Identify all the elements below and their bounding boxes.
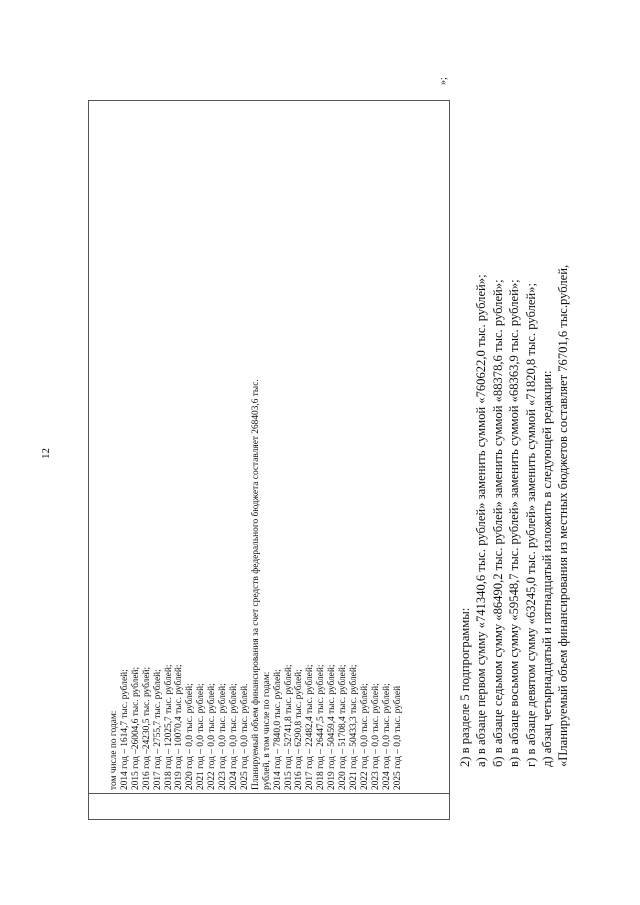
table-line: 2016 год –24230,5 тыс. рублей;: [141, 666, 152, 790]
amendment-line: в) в абзаце восьмом сумму «59548,7 тыс. рублей» заменить суммой «68363,9 тыс. рублей»;: [507, 279, 522, 767]
amendment-line: д) абзац четырнадцатый и пятнадцатый изложить в следующей редакции:: [540, 370, 555, 767]
table-line: 2022 год – 0,0 тыс. рублей;: [359, 683, 370, 790]
table-line: 2017 год – 2755,7 тыс. рублей;: [152, 669, 163, 790]
table-line: 2023 год – 0,0 тыс. рублей;: [370, 683, 381, 790]
table-line: 2021 год – 0,0 тыс. рублей;: [196, 683, 207, 790]
table-column-divider: [89, 793, 449, 794]
amendment-line: «Планируемый объем финансирования из местных бюджетов составляет 76701,6 тыс.рублей,: [556, 264, 571, 767]
table-line: 2020 год – 0,0 тыс. рублей;: [185, 683, 196, 790]
table-line: 2020 год – 51708,4 тыс. рублей;: [338, 664, 349, 790]
table-line: том числе по годам:: [109, 710, 119, 790]
amendments-text: [457, 67, 572, 767]
amendment-line: а) в абзаце первом сумму «741340,6 тыс. рублей» заменить суммой «760622,0 тыс. рублей»;: [474, 274, 489, 767]
table-line: 2019 год – 10070,4 тыс. рублей;: [174, 664, 185, 790]
table-line: 2017 год – 22482,4 тыс. рублей;: [305, 664, 316, 790]
funding-table: [88, 100, 450, 820]
table-line: 2018 год – 26447,5 тыс. рублей;: [316, 664, 327, 790]
amendment-line: 2) в разделе 5 подпрограммы:: [458, 607, 472, 767]
table-line: 2015 год –26004,6 тыс. рублей;: [130, 666, 141, 790]
table-line: 2022 год – 0,0 тыс. рублей;: [207, 683, 218, 790]
table-line: рублей, в том числе по годам:: [261, 671, 272, 790]
table-line: 2024 год – 0,0 тыс. рублей;: [228, 683, 239, 790]
table-line: 2019 год – 50459,4 тыс. рублей;: [327, 664, 338, 790]
table-line: 2014 год – 7840,0 тыс. рублей;: [272, 669, 283, 790]
table-line: 2014 год – 1614,7 тыс. рублей;: [119, 669, 130, 790]
table-line: Планируемый объем финансирования за счет средств федерального бюджета составляет 268403,6 тыс.: [250, 379, 261, 790]
table-right-column: [109, 110, 403, 790]
table-line: 2018 год – 12025,7 тыс. рублей;: [163, 664, 174, 790]
page-number: 12: [40, 448, 52, 459]
table-line: 2015 год – 52741,8 тыс. рублей;: [283, 664, 294, 790]
amendment-line: б) в абзаце седьмом сумму «86490,2 тыс. рублей» заменить суммой «88378,6 тыс. рублей»;: [490, 279, 505, 767]
table-line: 2023 год – 0,0 тыс. рублей;: [218, 683, 229, 790]
amendment-line: г) в абзаце девятом сумму «63245,0 тыс. рублей» заменить суммой «71820,8 тыс. рублей»;: [523, 283, 538, 767]
table-left-column: [89, 794, 449, 819]
table-line: 2016 год – 6290,8 тыс. рублей;: [294, 669, 305, 790]
table-line: 2025 год – 0,0 тыс. рублей: [392, 685, 403, 790]
table-line: 2024 год – 0,0 тыс. рублей;: [381, 683, 392, 790]
table-line: 2025 год – 0,0 тыс. рублей.: [239, 683, 250, 790]
closing-quote-mark: »;: [438, 77, 449, 85]
table-line: 2021 год – 50433,3 тыс. рублей;: [348, 664, 359, 790]
